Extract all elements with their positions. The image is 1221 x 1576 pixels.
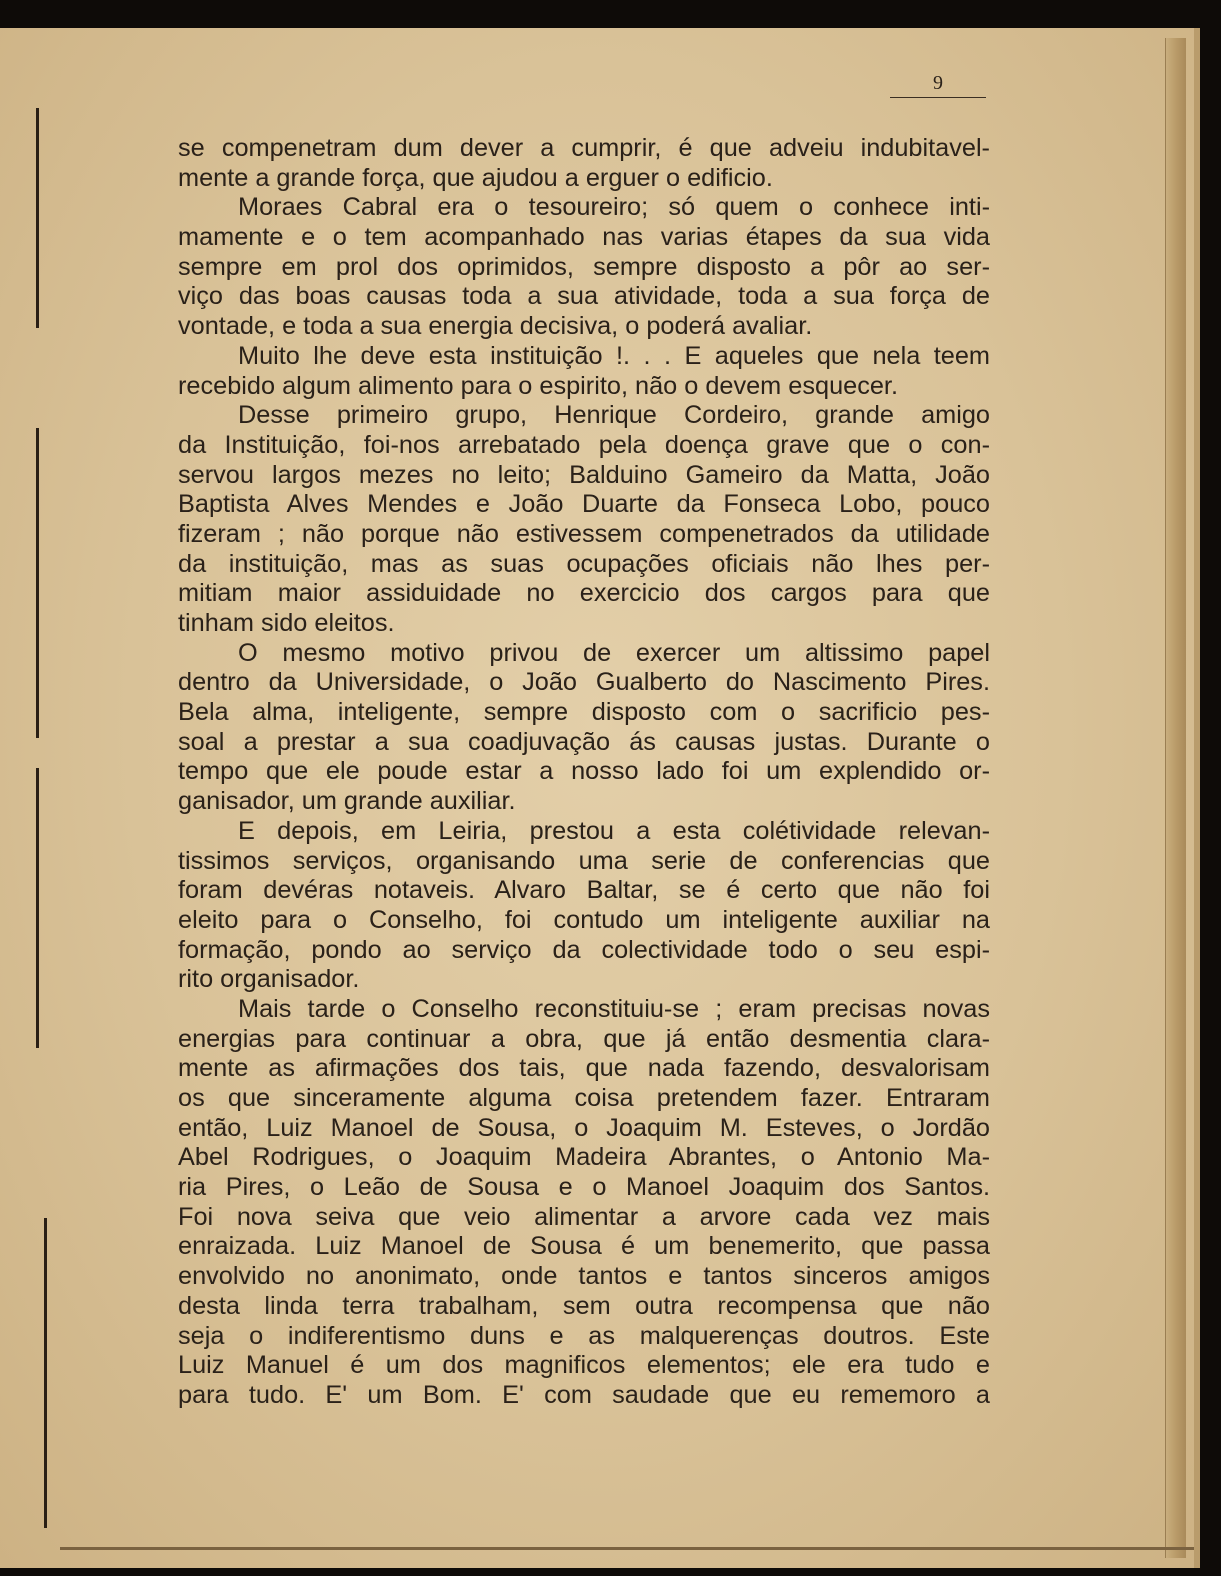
text-line: mitiam maior assiduidade no exercicio dos cargos para que: [178, 579, 990, 608]
text-line: para tudo. E' um Bom. E' com saudade que eu rememoro a: [178, 1380, 990, 1409]
book-page: [0, 28, 1200, 1568]
text-line: foram devéras notaveis. Alvaro Baltar, se é certo que não foi: [178, 876, 990, 905]
text-line: vontade, e toda a sua energia decisiva, o poderá avaliar.: [178, 312, 813, 341]
margin-mark: [36, 768, 39, 1048]
text-line: soal a prestar a sua coadjuvação ás causas justas. Durante o: [178, 727, 990, 756]
text-line: viço das boas causas toda a sua atividade, toda a sua força de: [178, 282, 990, 311]
text-line: Moraes Cabral era o tesoureiro; só quem o conhece inti-: [238, 193, 990, 222]
margin-mark: [36, 108, 39, 328]
text-line: E depois, em Leiria, prestou a esta colétividade relevan-: [238, 816, 990, 845]
text-line: Bela alma, inteligente, sempre disposto com o sacrificio pes-: [178, 698, 990, 727]
text-line: Desse primeiro grupo, Henrique Cordeiro, grande amigo: [238, 401, 990, 430]
page-number: 9: [890, 72, 986, 98]
page-stack-edge: [1165, 38, 1186, 1558]
text-line: formação, pondo ao serviço da colectividade todo o seu espi-: [178, 935, 990, 964]
text-line: tempo que ele poude estar a nosso lado foi um explendido or-: [178, 757, 990, 786]
text-line: mente a grande força, que ajudou a erguer o edificio.: [178, 163, 773, 192]
page-bottom-edge: [60, 1547, 1194, 1550]
text-line: da Instituição, foi-nos arrebatado pela doença grave que o con-: [178, 430, 990, 459]
text-line: tinham sido eleitos.: [178, 609, 395, 637]
text-line: então, Luiz Manoel de Sousa, o Joaquim M. Esteves, o Jordão: [178, 1113, 990, 1142]
text-line: mente as afirmações dos tais, que nada fazendo, desvalorisam: [178, 1054, 990, 1083]
text-line: tissimos serviços, organisando uma serie de conferencias que: [178, 846, 990, 875]
text-line: Luiz Manuel é um dos magnificos elementos; ele era tudo e: [178, 1351, 990, 1380]
text-line: servou largos mezes no leito; Balduino Gameiro da Matta, João: [178, 460, 990, 489]
text-line: sempre em prol dos oprimidos, sempre disposto a pôr ao ser-: [178, 252, 990, 281]
text-line: recebido algum alimento para o espirito, não o devem esquecer.: [178, 371, 898, 400]
text-line: Baptista Alves Mendes e João Duarte da Fonseca Lobo, pouco: [178, 490, 990, 519]
text-line: Mais tarde o Conselho reconstituiu-se ; eram precisas novas: [238, 994, 990, 1023]
text-line: desta linda terra trabalham, sem outra recompensa que não: [178, 1291, 990, 1320]
text-line: ganisador, um grande auxiliar.: [178, 787, 516, 816]
body-text: [178, 134, 990, 1411]
text-line: energias para continuar a obra, que já então desmentia clara-: [178, 1024, 990, 1053]
margin-mark: [36, 428, 39, 738]
text-line: O mesmo motivo privou de exercer um altissimo papel: [238, 638, 990, 667]
text-line: Abel Rodrigues, o Joaquim Madeira Abrantes, o Antonio Ma-: [178, 1143, 990, 1172]
text-line: da instituição, mas as suas ocupações oficiais não lhes per-: [178, 549, 990, 578]
text-line: mamente e o tem acompanhado nas varias étapes da sua vida: [178, 223, 990, 252]
text-line: Foi nova seiva que veio alimentar a arvore cada vez mais: [178, 1202, 990, 1231]
text-line: envolvido no anonimato, onde tantos e tantos sinceros amigos: [178, 1262, 990, 1291]
text-line: seja o indiferentismo duns e as malquerenças doutros. Este: [178, 1321, 990, 1350]
text-line: rito organisador.: [178, 965, 360, 994]
text-line: dentro da Universidade, o João Gualberto do Nascimento Pires.: [178, 668, 990, 697]
text-line: fizeram ; não porque não estivessem compenetrados da utilidade: [178, 519, 990, 548]
text-line: ria Pires, o Leão de Sousa e o Manoel Joaquim dos Santos.: [178, 1173, 990, 1202]
text-line: eleito para o Conselho, foi contudo um inteligente auxiliar na: [178, 905, 990, 934]
text-line: os que sinceramente alguma coisa pretendem fazer. Entraram: [178, 1084, 990, 1112]
text-line: se compenetram dum dever a cumprir, é que adveiu indubitavel-: [178, 134, 990, 162]
text-line: Muito lhe deve esta instituição !. . . E aqueles que nela teem: [238, 341, 990, 370]
margin-mark: [44, 1218, 47, 1528]
text-line: enraizada. Luiz Manoel de Sousa é um benemerito, que passa: [178, 1232, 990, 1261]
